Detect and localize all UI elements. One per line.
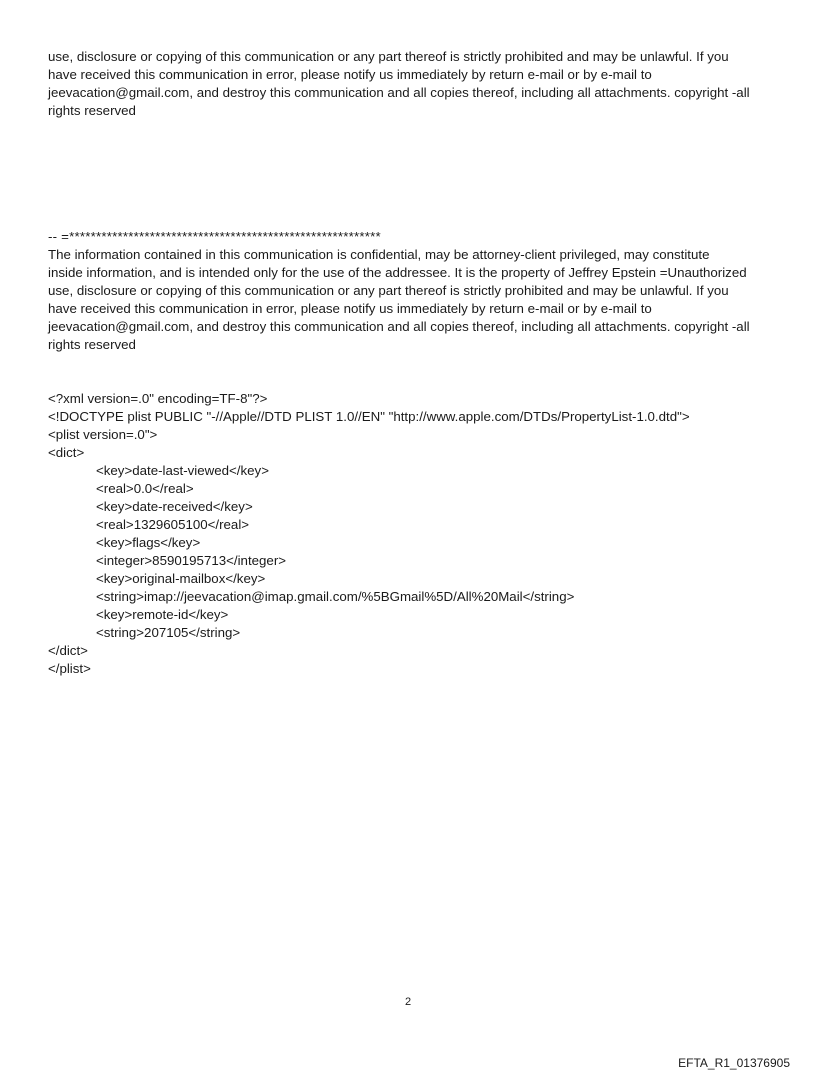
plist-xml-block bbox=[48, 390, 690, 678]
dict-close-tag: </dict> bbox=[48, 643, 88, 658]
bates-number: EFTA_R1_01376905 bbox=[678, 1056, 790, 1070]
dict-entry: <integer>8590195713</integer> bbox=[96, 553, 287, 568]
dict-entry: <key>date-received</key> bbox=[96, 499, 253, 514]
dict-entry: <key>remote-id</key> bbox=[96, 607, 229, 622]
plist-close-tag: </plist> bbox=[48, 661, 91, 676]
notice-bottom-line: use, disclosure or copying of this communication or any part thereof is strictly prohibited and may be unlawful. If you bbox=[48, 283, 729, 298]
dict-open-tag: <dict> bbox=[48, 445, 85, 460]
notice-top-line: have received this communication in error, please notify us immediately by return e-mail or by e-mail to bbox=[48, 67, 652, 82]
xml-declaration: <?xml version=.0" encoding=TF-8"?> bbox=[48, 391, 268, 406]
page-number: 2 bbox=[404, 996, 412, 1008]
plist-open-tag: <plist version=.0"> bbox=[48, 427, 158, 442]
dict-entry: <real>0.0</real> bbox=[96, 481, 194, 496]
dict-entry: <string>207105</string> bbox=[96, 625, 241, 640]
xml-doctype: <!DOCTYPE plist PUBLIC "-//Apple//DTD PLIST 1.0//EN" "http://www.apple.com/DTDs/PropertyList-1.0.dtd"> bbox=[48, 409, 690, 424]
notice-bottom-line: The information contained in this communication is confidential, may be attorney-client privileged, may constitute bbox=[48, 247, 710, 262]
dict-entry: <real>1329605100</real> bbox=[96, 517, 250, 532]
confidentiality-notice-top bbox=[48, 48, 778, 120]
dict-entry: <string>imap://jeevacation@imap.gmail.com/%5BGmail%5D/All%20Mail</string> bbox=[96, 589, 575, 604]
notice-bottom-line: have received this communication in error, please notify us immediately by return e-mail or by e-mail to bbox=[48, 301, 652, 316]
dict-entry: <key>original-mailbox</key> bbox=[96, 571, 266, 586]
notice-top-line: use, disclosure or copying of this communication or any part thereof is strictly prohibited and may be unlawful. If you bbox=[48, 49, 729, 64]
notice-top-line: rights reserved bbox=[48, 103, 136, 118]
confidentiality-notice-bottom bbox=[48, 246, 778, 354]
dict-entry: <key>date-last-viewed</key> bbox=[96, 463, 269, 478]
dict-entry: <key>flags</key> bbox=[96, 535, 201, 550]
notice-bottom-line: rights reserved bbox=[48, 337, 136, 352]
notice-top-line: jeevacation@gmail.com, and destroy this communication and all copies thereof, including all attachments. copyright -all bbox=[48, 85, 750, 100]
notice-bottom-line: jeevacation@gmail.com, and destroy this communication and all copies thereof, including all attachments. copyright -all bbox=[48, 319, 750, 334]
notice-bottom-line: inside information, and is intended only for the use of the addressee. It is the property of Jeffrey Epstein =Unauthorized bbox=[48, 265, 747, 280]
signature-separator: -- =********************************************************** bbox=[48, 229, 381, 244]
